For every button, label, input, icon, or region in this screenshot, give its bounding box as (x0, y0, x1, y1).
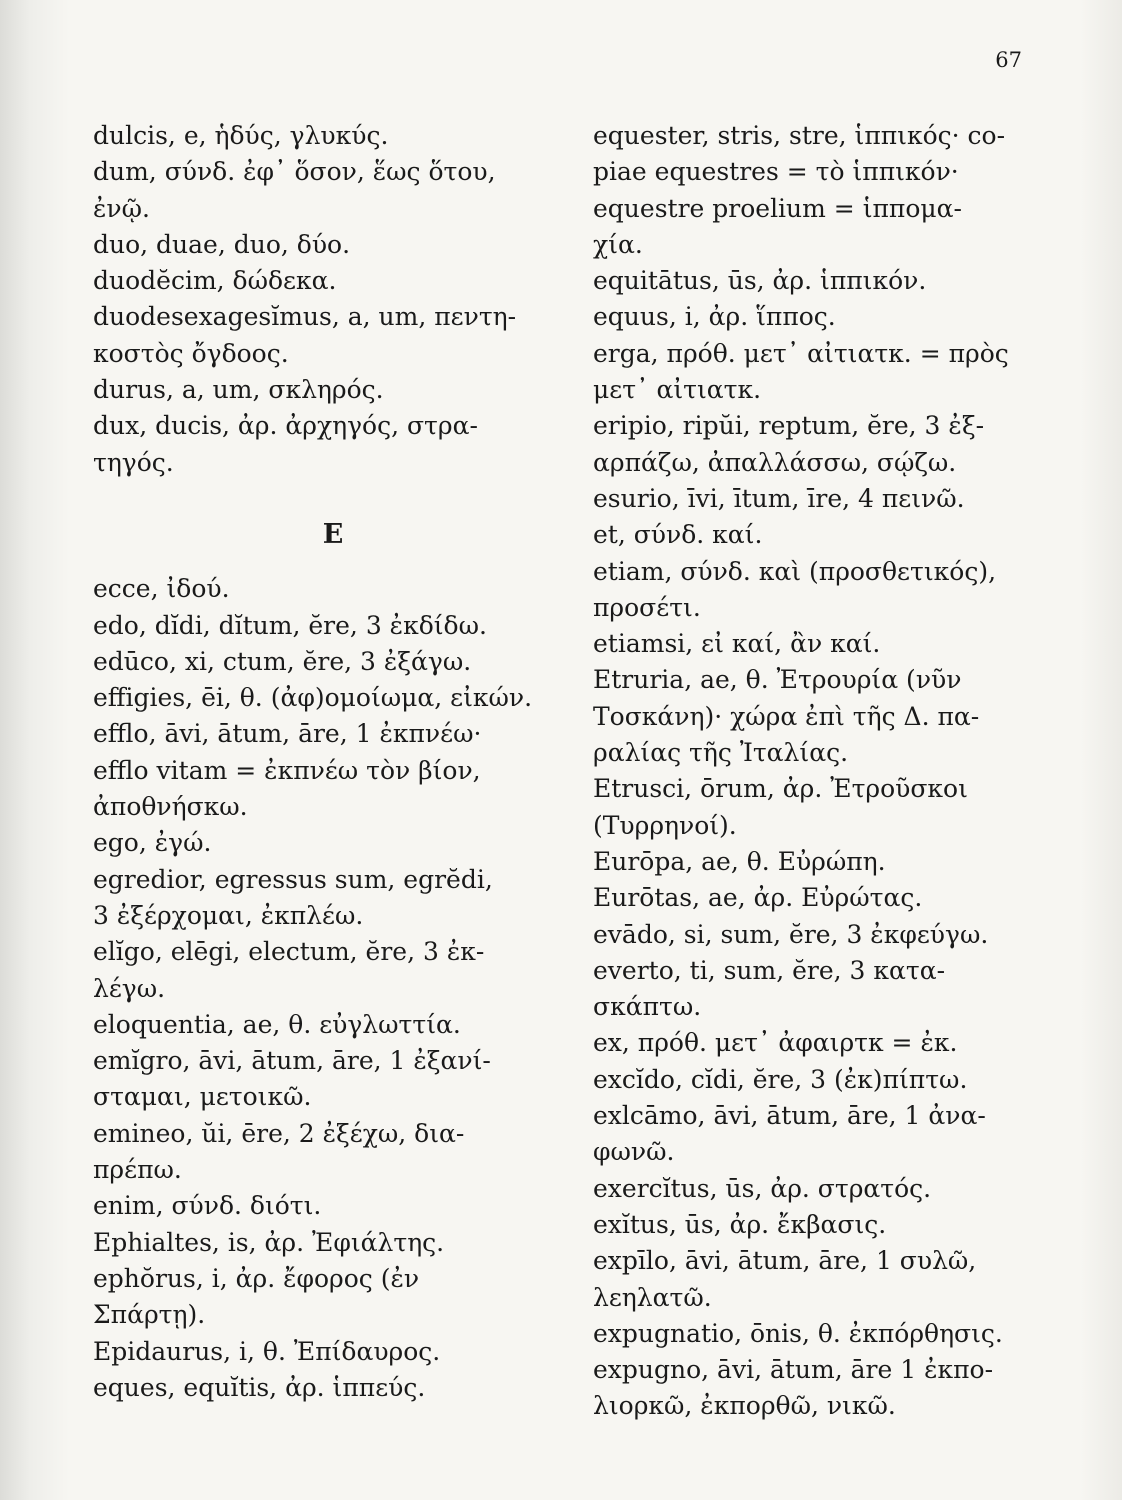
right-entries (593, 118, 1038, 1425)
entry-line: equester, stris, stre, ἱππικός· co- (593, 121, 1006, 150)
dictionary-entry (593, 1098, 1038, 1171)
entry-line: duodĕcim, δώδεκα. (93, 266, 337, 296)
entry-line: emĭgro, āvi, ātum, āre, 1 ἐξανί- (93, 1046, 491, 1076)
entry-line: λέγω. (93, 973, 166, 1003)
entry-line: Ephialtes, is, ἀρ. Ἐφιάλτης. (93, 1227, 445, 1257)
dictionary-entry (93, 680, 573, 716)
dictionary-entry (593, 844, 1038, 880)
entry-line: equus, i, ἀρ. ἵππος. (593, 302, 836, 332)
entry-line: expugno, āvi, ātum, āre 1 ἐκπο- (593, 1355, 994, 1385)
entry-line: dulcis, e, ἡδύς, γλυκύς. (93, 121, 389, 150)
entry-line: effigies, ēi, θ. (ἀφ)ομοίωμα, εἰκών. (93, 683, 533, 713)
entry-line: dux, ducis, ἀρ. ἀρχηγός, στρα- (93, 411, 478, 441)
dictionary-entry (593, 880, 1038, 916)
entry-line: ἐνῷ. (93, 193, 150, 223)
dictionary-entry (93, 862, 573, 935)
entry-line: equitātus, ūs, ἀρ. ἱππικόν. (593, 266, 927, 296)
entry-line: erga, πρόθ. μετ᾽ αἰτιατκ. = πρὸς (593, 338, 1009, 368)
entry-line: eques, equĭtis, ἀρ. ἱππεύς. (93, 1372, 426, 1402)
dictionary-entry (93, 1007, 573, 1043)
left-entries-e (93, 571, 573, 1406)
dictionary-entry (93, 1188, 573, 1224)
dictionary-entry (593, 917, 1038, 953)
entry-line: etiam, σύνδ. καὶ (προσθετικός), (593, 556, 997, 586)
dictionary-entry (93, 1043, 573, 1116)
dictionary-entry (593, 517, 1038, 553)
entry-line: Τοσκάνη)· χώρα ἐπὶ τῆς Δ. πα- (593, 701, 980, 731)
entry-line: (Τυρρηνοί). (593, 810, 737, 840)
entry-line: κοστὸς ὄγδοος. (93, 338, 289, 368)
dictionary-entry (93, 934, 573, 1007)
page-number: 67 (995, 48, 1022, 72)
dictionary-entry (593, 1171, 1038, 1207)
entry-line: exlcāmo, āvi, ātum, āre, 1 ἀνα- (593, 1101, 986, 1131)
entry-line: ραλίας τῆς Ἰταλίας. (593, 738, 849, 768)
entry-line: edūco, xi, ctum, ĕre, 3 ἐξάγω. (93, 646, 472, 676)
entry-line: μετ᾽ αἰτιατκ. (593, 375, 762, 405)
dictionary-entry (593, 1352, 1038, 1425)
dictionary-entry (93, 408, 573, 481)
dictionary-entry (93, 716, 573, 825)
dictionary-entry (93, 372, 573, 408)
entry-line: emineo, ŭi, ēre, 2 ἐξέχω, δια- (93, 1118, 465, 1148)
dictionary-entry (593, 299, 1038, 335)
dictionary-entry (593, 1243, 1038, 1316)
entry-line: Epidaurus, i, θ. Ἐπίδαυρος. (93, 1336, 441, 1366)
dictionary-entry (593, 1207, 1038, 1243)
dictionary-entry (593, 554, 1038, 627)
entry-line: Σπάρτῃ). (93, 1300, 206, 1330)
dictionary-entry (93, 1116, 573, 1189)
entry-line: duo, duae, duo, δύο. (93, 229, 351, 259)
right-column (593, 118, 1038, 1425)
entry-line: edo, dĭdi, dĭtum, ĕre, 3 ἐκδίδω. (93, 610, 487, 640)
entry-line: σταμαι, μετοικῶ. (93, 1082, 312, 1112)
entry-line: αρπάζω, ἀπαλλάσσω, σῴζω. (593, 447, 957, 477)
dictionary-entry (93, 227, 573, 263)
entry-line: exĭtus, ūs, ἀρ. ἔκβασις. (593, 1209, 887, 1239)
dictionary-entry (593, 336, 1038, 409)
dictionary-entry (93, 644, 573, 680)
entry-line: λιορκῶ, ἐκπορθῶ, νικῶ. (593, 1391, 896, 1421)
entry-line: ex, πρόθ. μετ᾽ ἀφαιρτκ = ἐκ. (593, 1028, 958, 1058)
dictionary-entry (93, 1370, 573, 1406)
dictionary-entry (593, 953, 1038, 1026)
entry-line: excĭdo, cĭdi, ĕre, 3 (ἐκ)πίπτω. (593, 1064, 968, 1094)
entry-line: exercĭtus, ūs, ἀρ. στρατός. (593, 1173, 932, 1203)
dictionary-entry (93, 118, 573, 154)
dictionary-entry (93, 299, 573, 372)
dictionary-entry (93, 263, 573, 299)
entry-line: Etrusci, ōrum, ἀρ. Ἐτροῦσκοι (593, 774, 968, 804)
entry-line: ephŏrus, i, ἀρ. ἔφορος (ἐν (93, 1263, 420, 1293)
entry-line: equestre proelium = ἱππομα- (593, 193, 962, 223)
entry-line: 3 ἐξέρχομαι, ἐκπλέω. (93, 900, 364, 930)
section-letter: E (322, 518, 344, 550)
entry-line: Eurōtas, ae, ἀρ. Εὐρώτας. (593, 883, 923, 913)
dictionary-entry (593, 662, 1038, 771)
left-entries-d (93, 118, 573, 481)
dictionary-entry (593, 263, 1038, 299)
entry-line: efflo, āvi, ātum, āre, 1 ἐκπνέω· (93, 719, 482, 749)
entry-line: eloquentia, ae, θ. εὐγλωττία. (93, 1009, 461, 1039)
entry-line: τηγός. (93, 447, 174, 477)
entry-line: elĭgo, elēgi, electum, ĕre, 3 ἐκ- (93, 937, 485, 967)
entry-line: enim, σύνδ. διότι. (93, 1191, 322, 1221)
left-column (93, 118, 573, 1406)
dictionary-entry (93, 1261, 573, 1334)
dictionary-entry (593, 408, 1038, 481)
entry-line: piae equestres = τὸ ἱππικόν· (593, 157, 959, 187)
entry-line: πρέπω. (93, 1155, 182, 1185)
dictionary-entry (93, 1334, 573, 1370)
entry-line: ἀποθνήσκω. (93, 792, 248, 822)
entry-line: προσέτι. (593, 592, 701, 622)
dictionary-entry (93, 608, 573, 644)
entry-line: χία. (593, 229, 643, 259)
dictionary-entry (593, 626, 1038, 662)
entry-line: etiamsi, εἰ καί, ἂν καί. (593, 629, 881, 659)
entry-line: esurio, īvi, ītum, īre, 4 πεινῶ. (593, 483, 965, 513)
entry-line: λεηλατῶ. (593, 1282, 712, 1312)
entry-line: efflo vitam = ἐκπνέω τὸν βίον, (93, 755, 481, 785)
dictionary-entry (593, 1316, 1038, 1352)
entry-line: evādo, si, sum, ĕre, 3 ἐκφεύγω. (593, 919, 989, 949)
entry-line: expīlo, āvi, ātum, āre, 1 συλῶ, (593, 1246, 977, 1276)
dictionary-entry (593, 118, 1038, 263)
entry-line: Etruria, ae, θ. Ἐτρουρία (νῦν (593, 665, 962, 695)
entry-line: φωνῶ. (593, 1137, 675, 1167)
entry-line: duodesexagesĭmus, a, um, πεντη- (93, 302, 517, 332)
dictionary-entry (593, 1025, 1038, 1061)
dictionary-entry (93, 1225, 573, 1261)
dictionary-entry (93, 154, 573, 227)
entry-line: dum, σύνδ. ἐφ᾽ ὅσον, ἕως ὅτου, (93, 157, 496, 187)
entry-line: expugnatio, ōnis, θ. ἐκπόρθησις. (593, 1318, 1003, 1348)
entry-line: ego, ἐγώ. (93, 828, 212, 858)
dictionary-entry (593, 1062, 1038, 1098)
entry-line: eripio, ripŭi, reptum, ĕre, 3 ἐξ- (593, 411, 985, 441)
entry-line: everto, ti, sum, ĕre, 3 κατα- (593, 955, 946, 985)
dictionary-entry (93, 571, 573, 607)
entry-line: durus, a, um, σκληρός. (93, 375, 384, 405)
entry-line: Eurōpa, ae, θ. Εὐρώπη. (593, 846, 886, 876)
entry-line: et, σύνδ. καί. (593, 520, 763, 550)
entry-line: egredior, egressus sum, egrĕdi, (93, 864, 493, 894)
entry-line: ecce, ἰδού. (93, 574, 230, 604)
dictionary-entry (93, 825, 573, 861)
dictionary-entry (593, 481, 1038, 517)
dictionary-entry (593, 771, 1038, 844)
entry-line: σκάπτω. (593, 992, 702, 1022)
